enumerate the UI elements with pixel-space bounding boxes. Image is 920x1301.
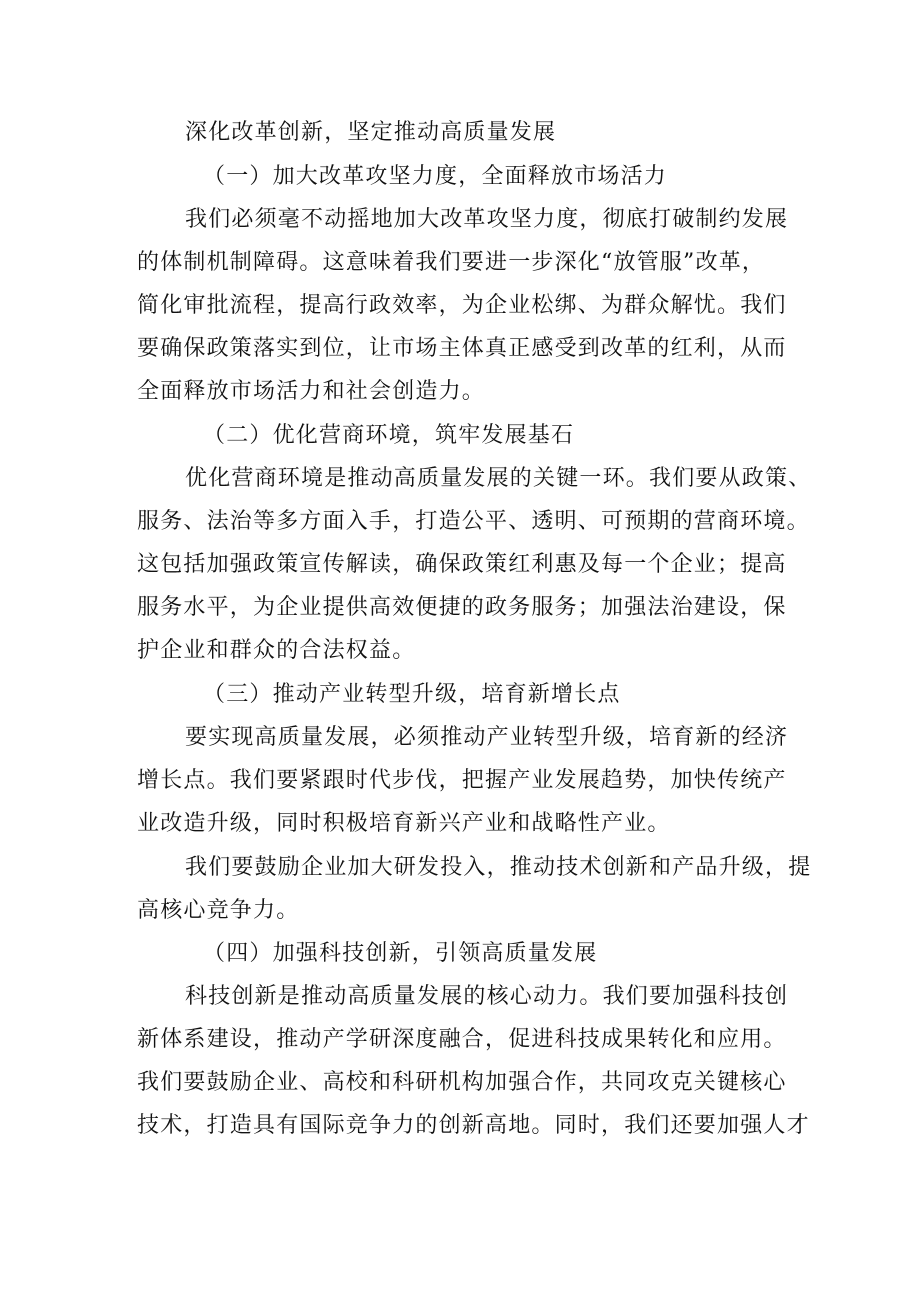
paragraph-line: 新体系建设，推动产学研深度融合，促进科技成果转化和应用。 [137,1027,787,1052]
paragraph-line: 业改造升级，同时积极培育新兴产业和战略性产业。 [137,811,671,836]
paragraph-line: 要实现高质量发展，必须推动产业转型升级，培育新的经济 [185,725,789,750]
paragraph-line: 的体制机制障碍。这意味着我们要进一步深化“放管服”改革， [137,250,766,275]
section-heading-1: （一）加大改革攻坚力度，全面释放市场活力 [203,164,668,189]
paragraph-line: 技术，打造具有国际竞争力的创新高地。同时，我们还要加强人才 [137,1113,810,1138]
paragraph-line: 全面释放市场活力和社会创造力。 [137,379,486,404]
paragraph-line: 护企业和群众的合法权益。 [137,638,416,663]
paragraph-line: 增长点。我们要紧跟时代步伐，把握产业发展趋势，加快传统产 [137,768,787,793]
section-heading-3: （三）推动产业转型升级，培育新增长点 [203,682,621,707]
paragraph-line: 简化审批流程，提高行政效率，为企业松绑、为群众解忧。我们 [137,293,787,318]
paragraph-line: 要确保政策落实到位，让市场主体真正感受到改革的红利，从而 [137,336,787,361]
paragraph-line: 服务水平，为企业提供高效便捷的政务服务；加强法治建设，保 [137,595,787,620]
section-heading-2: （二）优化营商环境，筑牢发展基石 [203,423,575,448]
section-heading-4: （四）加强科技创新，引领高质量发展 [203,941,598,966]
paragraph-line: 优化营商环境是推动高质量发展的关键一环。我们要从政策、 [185,466,812,491]
paragraph-line: 我们要鼓励企业、高校和科研机构加强合作，共同攻克关键核心 [137,1070,787,1095]
paragraph-line: 这包括加强政策宣传解读，确保政策红利惠及每一个企业；提高 [137,552,787,577]
paragraph-line: 服务、法治等多方面入手，打造公平、透明、可预期的营商环境。 [137,509,810,534]
document-title: 深化改革创新，坚定推动高质量发展 [185,120,557,145]
paragraph-line: 我们必须毫不动摇地加大改革攻坚力度，彻底打破制约发展 [185,207,789,232]
paragraph-line: 科技创新是推动高质量发展的核心动力。我们要加强科技创 [185,984,789,1009]
paragraph-line: 我们要鼓励企业加大研发投入，推动技术创新和产品升级，提 [185,855,812,880]
paragraph-line: 高核心竞争力。 [137,898,300,923]
